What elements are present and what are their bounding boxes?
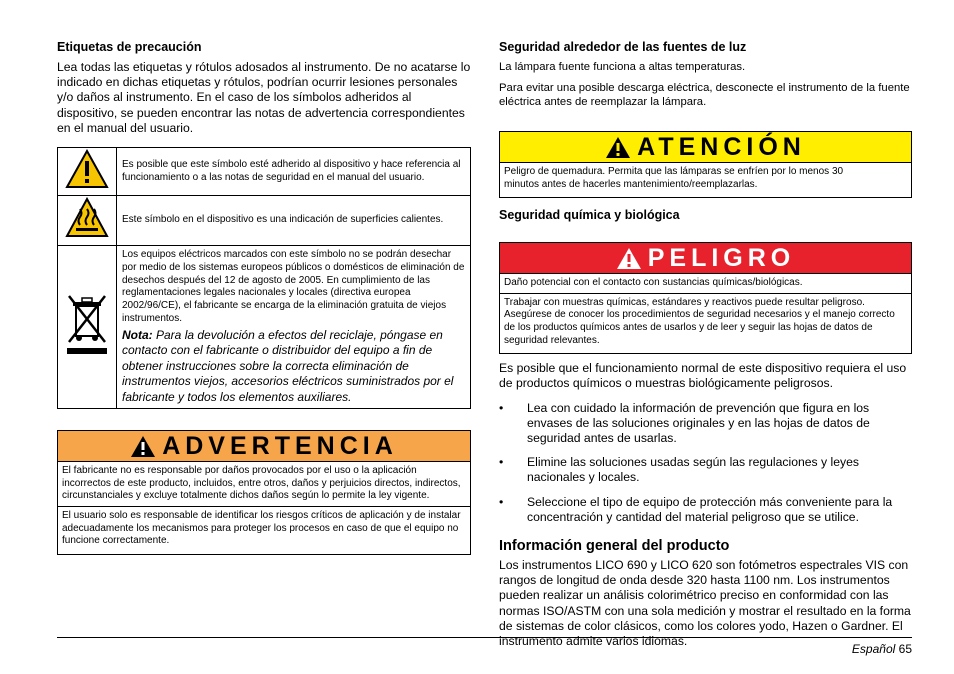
peligro-box	[499, 242, 912, 354]
advertencia-box	[57, 430, 471, 555]
light-paragraph: Para evitar una posible descarga eléctrica, desconecte el instrumento de la fuente eléctrica antes de reemplazar la lámpara.	[499, 82, 910, 108]
advertencia-paragraph: El usuario solo es responsable de identificar los riesgos críticos de aplicación y de instalar adecuadamente los mecanismos para proteger los procesos en caso de que el equipo no funcione correctamente.	[58, 506, 470, 551]
atencion-header	[500, 132, 911, 163]
atencion-text: Peligro de quemadura. Permita que las lámparas se enfríen por lo menos 30 minutos antes de hacerles mantenimiento/reemplazarlas.	[504, 166, 844, 190]
precaution-labels-heading: Etiquetas de precaución	[57, 40, 202, 54]
peligro-body	[500, 274, 911, 353]
bullet-text: Elimine las soluciones usadas según las regulaciones y leyes nacionales y locales.	[527, 455, 859, 485]
peligro-header	[500, 243, 911, 274]
chemical-paragraph: Es posible que el funcionamiento normal de este dispositivo requiera el uso de productos químicos o muestras biológicamente peligrosos.	[499, 361, 907, 391]
footer-language: Español	[851, 642, 896, 656]
left-column	[57, 40, 471, 555]
peligro-text: Trabajar con muestras químicas, estándares y reactivos puede resultar peligroso. Asegúrese de conocer los procedimientos de seguridad necesarios y el manejo correcto de los productos químicos antes de usarlos y de leer y seguir las hojas de datos de seguridad relevantes.	[500, 293, 911, 350]
symbol-icon-cell	[58, 246, 117, 409]
symbol-description: Este símbolo en el dispositivo es una indicación de superficies calientes.	[117, 196, 471, 246]
symbol-icon-cell	[58, 196, 117, 246]
weee-note	[122, 328, 465, 406]
peligro-text: Daño potencial con el contacto con sustancias químicas/biológicas.	[504, 277, 803, 289]
light-paragraph: La lámpara fuente funciona a altas temperaturas.	[499, 61, 746, 73]
atencion-title: ATENCIÓN	[637, 132, 806, 161]
symbol-description: Es posible que este símbolo esté adherido al dispositivo y hace referencia al funcionamiento o a las notas de seguridad en el manual del usuario.	[117, 148, 471, 196]
note-label: Nota:	[122, 327, 153, 342]
page-number: 65	[898, 642, 912, 656]
atencion-body	[500, 163, 911, 197]
list-item	[499, 401, 912, 447]
advertencia-header	[58, 431, 470, 462]
product-info-paragraph: Los instrumentos LICO 690 y LICO 620 son fotómetros espectrales VIS con rangos de longitud de onda desde 320 hasta 1100 nm. Los instrumentos pueden realizar un análisis colorimétrico preciso en conformidad con las normas ISO/ASTM con una sola medición y mostrar el resultado en la forma de sistemas de color clásicos, como los colores yodo, Hazen o Gardner. El instrumento admite varios idiomas.	[499, 557, 911, 648]
bullet-text: Lea con cuidado la información de prevención que figura en los envases de las soluciones originales y en las hojas de datos de seguridad antes de usarlas.	[527, 400, 870, 445]
list-item	[499, 495, 912, 525]
precaution-intro: Lea todas las etiquetas y rótulos adosados al instrumento. De no acatarse lo indicado en dichas etiquetas y rótulos, podrían ocurrir lesiones personales y/o daños al instrumento. En el caso de los símbolos adheridos al dispositivo, se pueden encontrar las notas de advertencia correspondientes en el manual del usuario.	[57, 60, 471, 135]
note-text: Para la devolución a efectos del reciclaje, póngase en contacto con el fabricante o distribuidor del equipo a fin de obtener instrucciones sobre la correcta eliminación de instrumentos viejos, accesorios eléctricos suministrados por el fabricante y todos los elementos auxiliares.	[122, 327, 454, 404]
warning-triangle-icon	[130, 435, 156, 458]
advertencia-body	[58, 462, 470, 554]
weee-text: Los equipos eléctricos marcados con este símbolo no se podrán desechar por medio de los sistemas europeos públicos o domésticos de eliminación de desechos después del 12 de agosto de 2005. En cumplimiento de las reglamentaciones legales nacionales y locales (directiva europea 2002/96/CE), el fabricante se encarga de la eliminación gratuita de viejos instrumentos.	[122, 249, 465, 324]
advertencia-paragraph: El fabricante no es responsable por daños provocados por el uso o la aplicación incorrectos de este producto, incluidos, entre otros, daños y perjuicios directos, indirectos, circunstanciales y excluye totalmente dichos daños según lo permite la ley vigente.	[62, 465, 461, 502]
bullet-marker: •	[499, 494, 504, 509]
light-safety-heading: Seguridad alrededor de las fuentes de luz	[499, 40, 747, 54]
atencion-box	[499, 131, 912, 198]
product-info-heading: Información general del producto	[499, 537, 730, 554]
footer-divider	[57, 637, 912, 638]
symbol-icon-cell	[58, 148, 117, 196]
bullet-text: Seleccione el tipo de equipo de protección más conveniente para la concentración y cantidad del material peligroso que se utilice.	[527, 494, 893, 524]
right-column	[499, 40, 912, 649]
advertencia-title: ADVERTENCIA	[162, 431, 398, 460]
precaution-bullets	[499, 401, 912, 525]
peligro-title: PELIGRO	[647, 243, 796, 272]
warning-triangle-icon	[65, 149, 109, 189]
hot-surface-icon	[65, 197, 109, 239]
list-item	[499, 455, 912, 485]
warning-triangle-icon	[605, 136, 631, 159]
symbol-row	[58, 148, 471, 196]
symbol-description-weee	[117, 246, 471, 409]
symbol-row	[58, 246, 471, 409]
warning-triangle-icon	[616, 247, 642, 270]
symbol-row	[58, 196, 471, 246]
chemical-safety-heading: Seguridad química y biológica	[499, 208, 680, 223]
symbols-table	[57, 147, 471, 409]
bullet-marker: •	[499, 400, 504, 415]
crossed-bin-icon	[64, 292, 110, 358]
bullet-marker: •	[499, 455, 504, 470]
page-footer	[852, 642, 912, 656]
